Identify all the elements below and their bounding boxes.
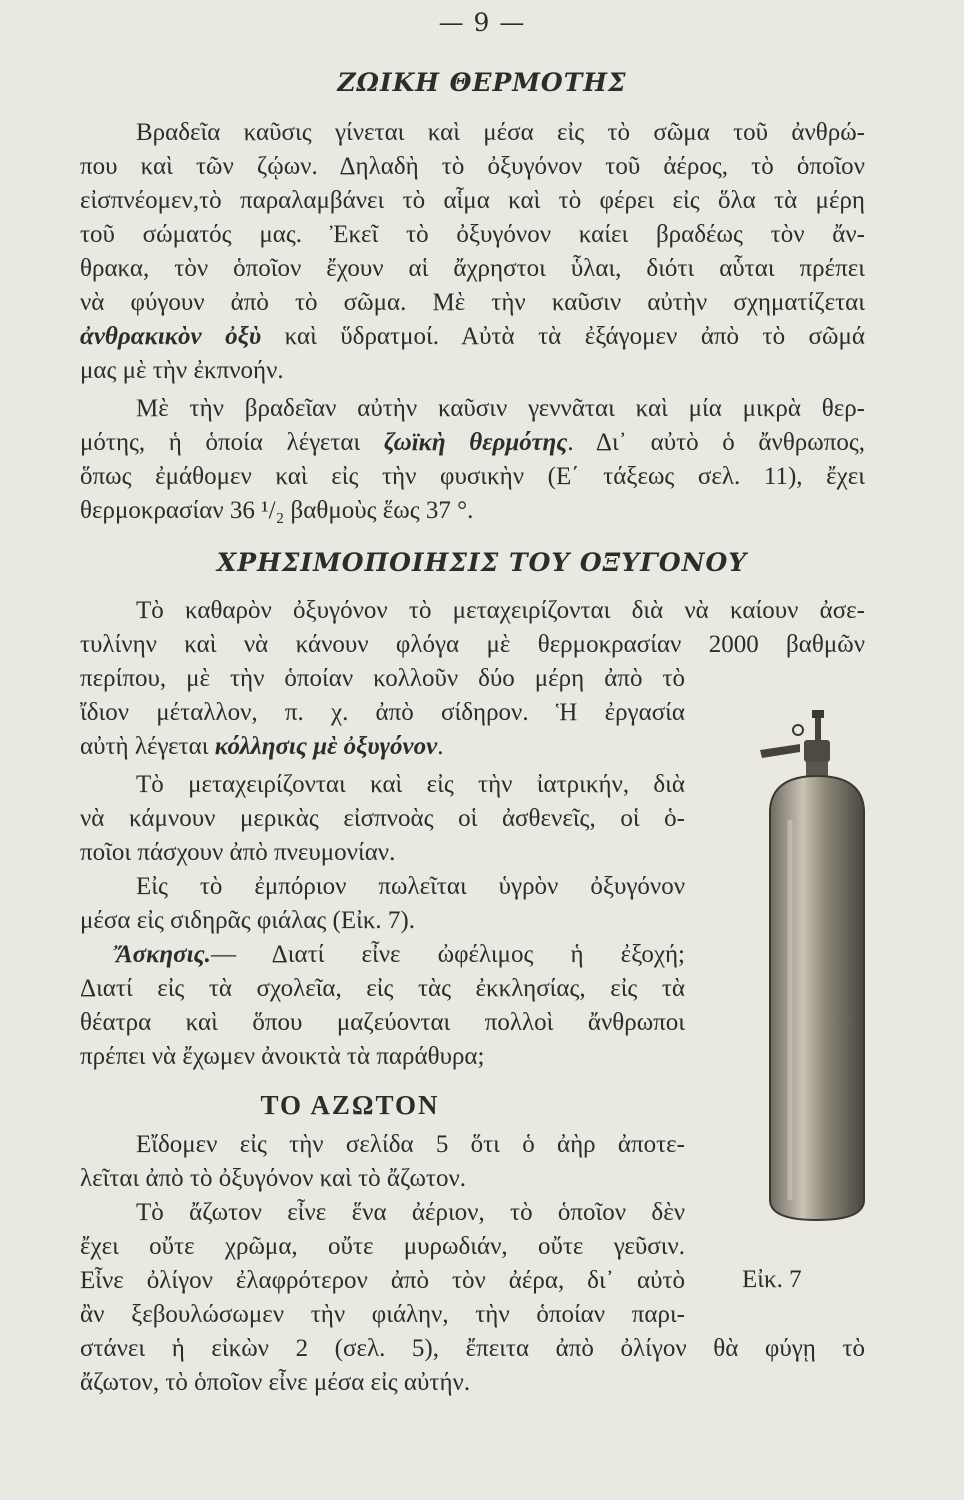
text-line: νὰ φύγουν ἀπὸ τὸ σῶμα. Μὲ τὴν καῦσιν αὐτὴν σχηματίζεται	[80, 289, 865, 316]
text-line: ὅπως ἐμάθομεν καὶ εἰς τὴν φυσικὴν (Ε΄ τάξεως σελ. 11), ἔχει	[80, 463, 865, 490]
text-fragment: μότης, ἡ ὁποία λέγεται	[80, 429, 384, 456]
emphasis-term: ζωϊκὴ θερμότης	[383, 429, 568, 456]
text-fragment: . Δι᾿ αὐτὸ ὁ ἄνθρωπος,	[567, 429, 866, 456]
text-line: Τὸ καθαρὸν ὀξυγόνον τὸ μεταχειρίζονται διὰ νὰ καίουν ἀσε-	[136, 597, 865, 624]
text-line: Βραδεῖα καῦσις γίνεται καὶ μέσα εἰς τὸ σῶμα τοῦ ἀνθρώ-	[136, 119, 865, 146]
text-line: Μὲ τὴν βραδεῖαν αὐτὴν καῦσιν γεννᾶται καὶ μία μικρὰ θερ-	[136, 395, 865, 422]
text-line: Τὸ ἄζωτον εἶνε ἕνα ἀέριον, τὸ ὁποῖον δὲν	[136, 1199, 685, 1226]
oxygen-cylinder-icon	[700, 700, 880, 1260]
text-line: μας μὲ τὴν ἐκπνοήν.	[80, 357, 284, 384]
emphasis-term: ἀνθρακικὸν ὀξὺ	[80, 323, 262, 350]
text-line: νὰ κάμνουν μερικὰς εἰσπνοὰς οἱ ἀσθενεῖς, οἱ ὁ-	[80, 805, 685, 832]
valve-handle	[812, 710, 824, 718]
text-line: Τὸ μεταχειρίζονται καὶ εἰς τὴν ἰατρικήν, διὰ	[136, 771, 685, 798]
valve-body	[804, 740, 830, 762]
gauge-ring	[793, 725, 803, 735]
emphasis-term: κόλλησις μὲ ὀξυγόνον	[214, 733, 438, 760]
section-title-azoton: ΤΟ ΑΖΩΤΟΝ	[260, 1090, 440, 1120]
cylinder-neck	[806, 762, 828, 776]
text-line: ἂν ξεβουλώσωμεν τὴν φιάλην, τὴν ὁποίαν παρι-	[80, 1301, 685, 1328]
text-line: που καὶ τῶν ζῴων. Δηλαδὴ τὸ ὀξυγόνον τοῦ ἀέρος, τὸ ὁποῖον	[80, 153, 865, 180]
text-line: εἰσπνέομεν,τὸ παραλαμβάνει τὸ αἷμα καὶ τὸ φέρει εἰς ὅλα τὰ μέρη	[80, 187, 865, 214]
text-line	[80, 428, 865, 458]
cylinder-body	[770, 776, 864, 1220]
text-line: ἄζωτον, τὸ ὁποῖον εἶνε μέσα εἰς αὐτήν.	[80, 1369, 471, 1396]
section-title-xrisimopoiisis: ΧΡΗΣΙΜΟΠΟΙΗΣΙΣ ΤΟΥ ΟΞΥΓΟΝΟΥ	[216, 548, 748, 577]
section-title-zoiki-thermotis: ΖΩΙΚΗ ΘΕΡΜΟΤΗΣ	[337, 68, 627, 97]
text-line: Εἶνε ὀλίγον ἐλαφρότερον ἀπὸ τὸν ἀέρα, δι᾿ αὐτὸ	[80, 1267, 685, 1294]
text-fragment: — Διατί εἶνε ὠφέλιμος ἡ ἐξοχή;	[210, 941, 685, 968]
text-line: Εἰς τὸ ἐμπόριον πωλεῖται ὑγρὸν ὀξυγόνον	[136, 873, 685, 900]
text-line: λεῖται ἀπὸ τὸ ὀξυγόνον καὶ τὸ ἄζωτον.	[80, 1165, 467, 1192]
text-line: Εἴδομεν εἰς τὴν σελίδα 5 ὅτι ὁ ἀὴρ ἀποτε-	[136, 1131, 685, 1158]
text-line: ἴδιον μέταλλον, π. χ. ἀπὸ σίδηρον. Ἡ ἐργασία	[80, 699, 685, 726]
text-line: θέατρα καὶ ὅπου μαζεύονται πολλοὶ ἄνθρωποι	[80, 1009, 685, 1036]
text-fragment: .	[437, 733, 444, 760]
text-line	[80, 322, 865, 352]
figure-oxygen-cylinder	[700, 700, 880, 1260]
text-line: ἔχει οὔτε χρῶμα, οὔτε μυρωδιάν, οὔτε γεῦσιν.	[80, 1233, 685, 1260]
text-line: Διατί εἰς τὰ σχολεῖα, εἰς τὰς ἐκκλησίας, εἰς τὰ	[80, 975, 685, 1002]
text-line: θρακα, τὸν ὁποῖον ἔχουν αἱ ἄχρηστοι ὗλαι, διότι αὗται πρέπει	[80, 255, 865, 282]
exercise-label: Ἄσκησις.	[116, 941, 211, 968]
valve-outlet	[760, 744, 800, 758]
text-fragment: αὐτὴ λέγεται	[80, 733, 215, 760]
text-line: τυλίνην καὶ νὰ κάνουν φλόγα μὲ θερμοκρασίαν 2000 βαθμῶν	[80, 631, 865, 658]
page-number: — 9 —	[438, 8, 526, 37]
text-line: ποῖοι πάσχουν ἀπὸ πνευμονίαν.	[80, 839, 396, 866]
text-line: μέσα εἰς σιδηρᾶς φιάλας (Εἰκ. 7).	[80, 907, 415, 934]
text-line: τοῦ σώματός μας. Ἐκεῖ τὸ ὀξυγόνον καίει βραδέως τὸν ἄν-	[80, 221, 865, 248]
text-line: πρέπει νὰ ἔχωμεν ἀνοικτὰ τὰ παράθυρα;	[80, 1043, 485, 1070]
figure-caption: Εἰκ. 7	[742, 1266, 802, 1293]
text-fragment: καὶ ὕδρατμοί. Αὐτὰ τὰ ἐξάγομεν ἀπὸ τὸ σῶμά	[261, 323, 865, 350]
text-line: περίπου, μὲ τὴν ὁποίαν κολλοῦν δύο μέρη ἀπὸ τὸ	[80, 665, 685, 692]
text-line	[80, 732, 444, 762]
text-line: θερμοκρασίαν 36 ¹/₂ βαθμοὺς ἕως 37 °.	[80, 497, 474, 524]
text-line	[116, 940, 685, 970]
valve-stem	[815, 718, 821, 740]
text-line: στάνει ἡ εἰκὼν 2 (σελ. 5), ἔπειτα ἀπὸ ὀλίγον θὰ φύγῃ τὸ	[80, 1335, 865, 1362]
